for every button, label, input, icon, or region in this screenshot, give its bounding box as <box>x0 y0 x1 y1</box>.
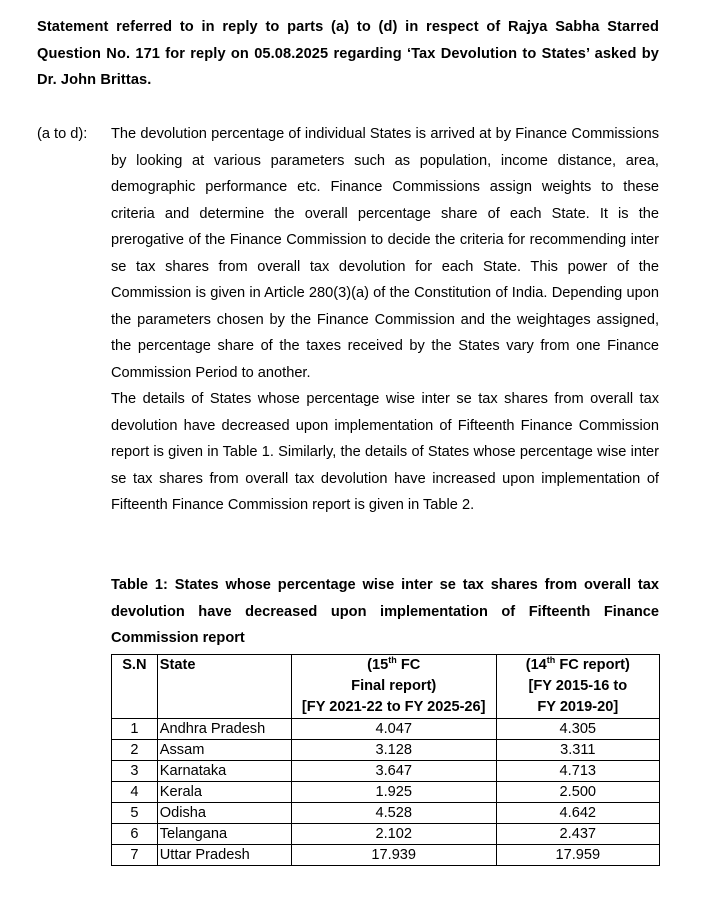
cell-sn: 1 <box>112 719 158 740</box>
header-14th-rest: FC report) <box>555 657 630 673</box>
cell-14th-fc: 17.959 <box>496 845 659 866</box>
cell-15th-fc: 1.925 <box>291 782 496 803</box>
cell-14th-fc: 4.305 <box>496 719 659 740</box>
answer-paragraph-1: The devolution percentage of individual States is arrived at by Finance Commissions by looking at various parameters such as population, income distance, area, demographic performance etc. Finance Commissions assign weights to these criteria and determine the overall percentage share of each State. It is the prerogative of the Finance Commission to decide the criteria for recommending inter se tax shares from overall tax devolution for each State. This power of the Commission is given in Article 280(3)(a) of the Constitution of India. Depending upon the parameters chosen by the Finance Commission and the weightages assigned, the percentage share of the taxes received by the States vary from one Finance Commission Period to another. <box>111 126 659 381</box>
table1 <box>111 654 660 866</box>
cell-15th-fc: 17.939 <box>291 845 496 866</box>
answer-label: (a to d): <box>37 126 88 142</box>
header-14th-sup: th <box>546 655 556 666</box>
cell-15th-fc: 3.647 <box>291 761 496 782</box>
cell-sn: 4 <box>112 782 158 803</box>
cell-15th-fc: 4.047 <box>291 719 496 740</box>
cell-15th-fc: 2.102 <box>291 824 496 845</box>
header-15th-rest: FC <box>396 657 421 673</box>
table-row <box>112 719 660 740</box>
table1-caption: Table 1: States whose percentage wise inter se tax shares from overall tax devolution have decreased upon implementation of Fifteenth Finance Commission report <box>111 577 659 646</box>
cell-state: Karnataka <box>157 761 291 782</box>
header-15th-line3: [FY 2021-22 to FY 2025-26] <box>301 699 486 715</box>
table1-header-row <box>112 655 660 719</box>
table-row <box>112 782 660 803</box>
header-15th-open: (15 <box>367 657 389 673</box>
cell-sn: 3 <box>112 761 158 782</box>
cell-state: Andhra Pradesh <box>157 719 291 740</box>
table-row <box>112 761 660 782</box>
header-15th-fc <box>291 655 496 719</box>
cell-sn: 7 <box>112 845 158 866</box>
cell-15th-fc: 3.128 <box>291 740 496 761</box>
cell-state: Assam <box>157 740 291 761</box>
header-14th-fc <box>496 655 659 719</box>
header-15th-sup: th <box>388 655 397 666</box>
cell-state: Uttar Pradesh <box>157 845 291 866</box>
header-14th-line2: [FY 2015-16 to <box>528 678 628 694</box>
table-row <box>112 845 660 866</box>
cell-14th-fc: 2.500 <box>496 782 659 803</box>
header-state: State <box>157 655 291 719</box>
cell-state: Odisha <box>157 803 291 824</box>
cell-14th-fc: 3.311 <box>496 740 659 761</box>
header-sn: S.N <box>112 655 158 719</box>
table-row <box>112 824 660 845</box>
cell-15th-fc: 4.528 <box>291 803 496 824</box>
cell-sn: 6 <box>112 824 158 845</box>
statement-heading: Statement referred to in reply to parts (a) to (d) in respect of Rajya Sabha Starred Question No. 171 for reply on 05.08.2025 regarding ‘Tax Devolution to States’ asked by Dr. John Brittas. <box>37 19 659 88</box>
cell-14th-fc: 2.437 <box>496 824 659 845</box>
cell-sn: 5 <box>112 803 158 824</box>
cell-14th-fc: 4.642 <box>496 803 659 824</box>
header-14th-line3: FY 2019-20] <box>537 699 619 715</box>
cell-sn: 2 <box>112 740 158 761</box>
table-row <box>112 803 660 824</box>
table-row <box>112 740 660 761</box>
header-14th-open: (14 <box>525 657 547 673</box>
cell-state: Telangana <box>157 824 291 845</box>
cell-state: Kerala <box>157 782 291 803</box>
cell-14th-fc: 4.713 <box>496 761 659 782</box>
header-15th-line2: Final report) <box>351 678 437 694</box>
answer-paragraph-2: The details of States whose percentage wise inter se tax shares from overall tax devolution have decreased upon implementation of Fifteenth Finance Commission report is given in Table 1. Similarly, the details of States whose percentage wise inter se tax shares from overall tax devolution have increased upon implementation of Fifteenth Finance Commission report is given in Table 2. <box>111 391 659 513</box>
